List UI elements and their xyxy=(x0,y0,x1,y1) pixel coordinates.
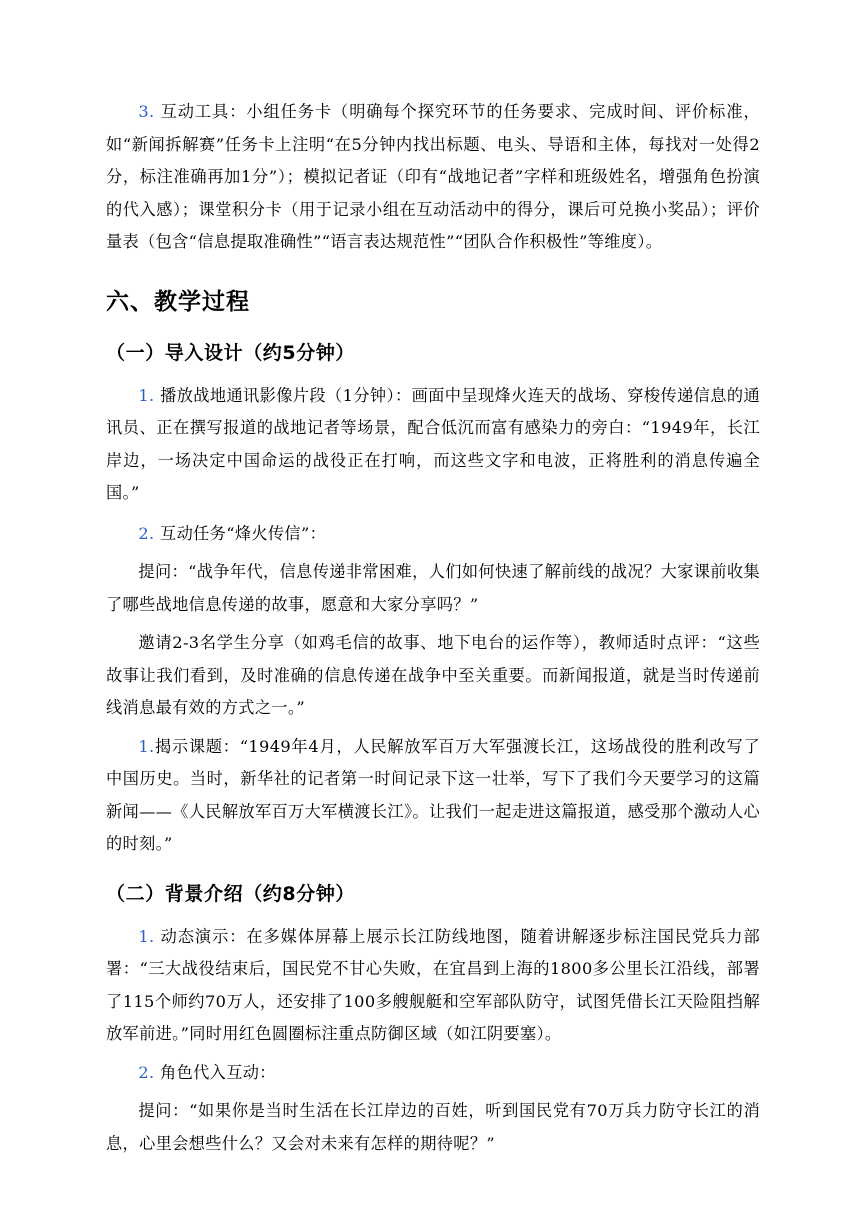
paragraph-text: 播放战地通讯影像片段（1分钟）：画面中呈现烽火连天的战场、穿梭传递信息的通讯员、正在撰写报道的战地记者等场景，配合低沉而富有感染力的旁白：“1949年，长江岸边，一场决定中国命运的战役正在打响，而这些文字和电波，正将胜利的消息传遍全国。” xyxy=(106,385,760,502)
paragraph-role-play xyxy=(106,1057,760,1090)
paragraph-interactive-tools xyxy=(106,96,760,259)
paragraph-interactive-task xyxy=(106,518,760,551)
paragraph-text: 动态演示：在多媒体屏幕上展示长江防线地图，随着讲解逐步标注国民党兵力部署：“三大战役结束后，国民党不甘心失败，在宜昌到上海的1800多公里长江沿线，部署了115个师约70万人，还安排了100多艘舰艇和空军部队防守，试图凭借长江天险阻挡解放军前进。”同时用红色圆圈标注重点防御区域（如江阴要塞）。 xyxy=(106,926,760,1043)
list-number: 1. xyxy=(138,926,155,946)
subsection-heading-background: （二）背景介绍（约8分钟） xyxy=(106,882,356,905)
paragraph-text: 互动工具：小组任务卡（明确每个探究环节的任务要求、完成时间、评价标准，如“新闻拆解赛”任务卡上注明“在5分钟内找出标题、电头、导语和主体，每找对一处得2分，标注准确再加1分”）；模拟记者证（印有“战地记者”字样和班级姓名，增强角色扮演的代入感）；课堂积分卡（用于记录小组在互动活动中的得分，课后可兑换小奖品）；评价量表（包含“信息提取准确性”“语言表达规范性”“团队合作积极性”等维度）。 xyxy=(106,102,760,251)
list-number: 2. xyxy=(138,523,155,543)
list-number: 3. xyxy=(138,102,155,121)
list-number: 1. xyxy=(138,385,155,405)
paragraph-text: 互动任务“烽火传信”： xyxy=(154,523,327,543)
subsection-heading-intro-design: （一）导入设计（约5分钟） xyxy=(106,341,356,364)
paragraph-reveal-topic xyxy=(106,731,760,861)
paragraph-question: 提问：“战争年代，信息传递非常困难，人们如何快速了解前线的战况？大家课前收集了哪些战地信息传递的故事，愿意和大家分享吗？” xyxy=(106,562,760,614)
section-heading-teaching-process: 六、教学过程 xyxy=(106,288,250,315)
paragraph-play-video xyxy=(106,380,760,510)
paragraph-dynamic-demo xyxy=(106,921,760,1051)
paragraph-text: 揭示课题：“1949年4月，人民解放军百万大军强渡长江，这场战役的胜利改写了中国历史。当时，新华社的记者第一时间记录下这一壮举，写下了我们今天要学习的这篇新闻——《人民解放军百万大军横渡长江》。让我们一起走进这篇报道，感受那个激动人心的时刻。” xyxy=(106,736,760,853)
paragraph-role-question: 提问：“如果你是当时生活在长江岸边的百姓，听到国民党有70万兵力防守长江的消息，心里会想些什么？又会对未来有怎样的期待呢？” xyxy=(106,1101,760,1153)
page-content xyxy=(106,96,760,1160)
list-number: 2. xyxy=(138,1062,155,1082)
paragraph-text: 角色代入互动： xyxy=(154,1062,276,1082)
paragraph-student-share: 邀请2-3名学生分享（如鸡毛信的故事、地下电台的运作等），教师适时点评：“这些故事让我们看到，及时准确的信息传递在战争中至关重要。而新闻报道，就是当时传递前线消息最有效的方式之一。” xyxy=(106,633,760,717)
list-number: 1. xyxy=(138,736,155,756)
